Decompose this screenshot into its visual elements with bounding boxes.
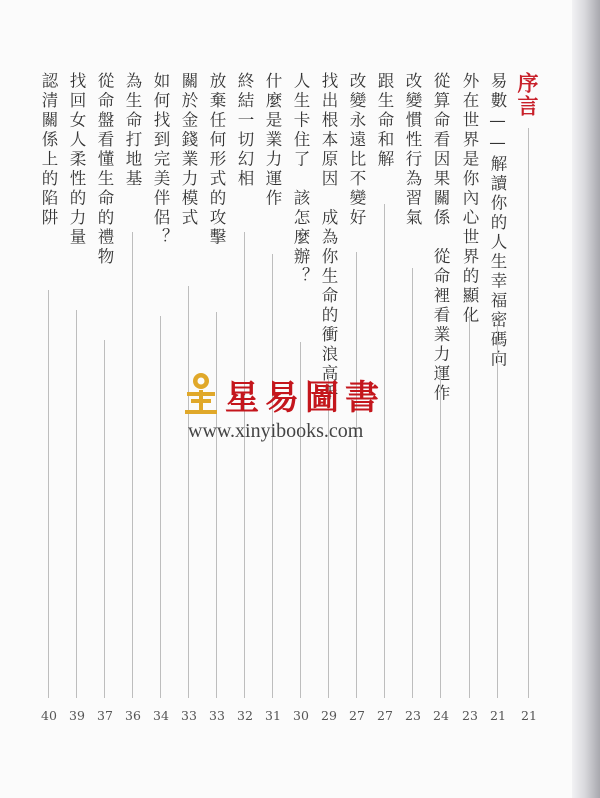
toc-entry bbox=[457, 72, 483, 326]
toc-page-number: 31 bbox=[265, 708, 281, 723]
toc-page-number: 27 bbox=[349, 708, 365, 723]
page-binding-shadow bbox=[572, 0, 600, 798]
toc-page-number: 30 bbox=[293, 708, 309, 723]
toc-page-number: 29 bbox=[321, 708, 337, 723]
toc-page-number: 27 bbox=[377, 708, 393, 723]
toc-entry bbox=[232, 72, 258, 189]
toc-entry-title: 關於金錢業力模式 bbox=[179, 72, 198, 228]
toc-entry-title: 從命盤看懂生命的禮物 bbox=[95, 72, 114, 267]
toc-entry-title: 改變永遠比不變好 bbox=[347, 72, 366, 228]
leader-line bbox=[132, 232, 133, 698]
toc-entry-title: 改變慣性行為習氣 bbox=[403, 72, 422, 228]
toc-page-number: 36 bbox=[125, 708, 141, 723]
leader-line bbox=[76, 310, 77, 698]
toc-entry-title: 跟生命和解 bbox=[375, 72, 394, 170]
leader-line bbox=[188, 286, 189, 698]
toc-entry-title: 找出根本原因 成為你生命的衝浪高手 bbox=[319, 72, 338, 404]
toc-entry-title: 如何找到完美伴侶？ bbox=[151, 72, 170, 248]
watermark-brand: 星易圖書 bbox=[225, 378, 385, 418]
xinyi-logo-icon bbox=[183, 372, 219, 416]
toc-page-number: 37 bbox=[97, 708, 113, 723]
toc-entry bbox=[92, 72, 118, 267]
toc-entry bbox=[176, 72, 202, 228]
toc-entry-title: 什麼是業力運作 bbox=[263, 72, 282, 209]
toc-entry bbox=[120, 72, 146, 189]
leader-line bbox=[216, 312, 217, 698]
toc-page-number: 24 bbox=[433, 708, 449, 723]
toc-page-number: 33 bbox=[209, 708, 225, 723]
toc-page-number: 23 bbox=[462, 708, 478, 723]
toc-page-number: 23 bbox=[405, 708, 421, 723]
leader-line bbox=[412, 268, 413, 698]
toc-entry bbox=[260, 72, 286, 209]
toc-entry-title: 找回女人柔性的力量 bbox=[67, 72, 86, 248]
toc-page-number: 33 bbox=[181, 708, 197, 723]
toc-entry-title: 外在世界是你內心世界的顯化 bbox=[460, 72, 479, 326]
leader-line bbox=[104, 340, 105, 698]
toc-page-number: 39 bbox=[69, 708, 85, 723]
leader-line bbox=[528, 128, 529, 698]
leader-line bbox=[469, 312, 470, 698]
leader-line bbox=[244, 232, 245, 698]
toc-entry-title: 為生命打地基 bbox=[123, 72, 142, 189]
toc-entry-title: 人生卡住了 該怎麼辦？ bbox=[291, 72, 310, 287]
watermark-url: www.xinyibooks.com bbox=[188, 420, 364, 442]
toc-entry-title: 認清關係上的陷阱 bbox=[39, 72, 58, 228]
toc-page-number: 40 bbox=[41, 708, 57, 723]
toc-page-number: 21 bbox=[521, 708, 537, 723]
leader-line bbox=[48, 290, 49, 698]
leader-line bbox=[440, 372, 441, 698]
toc-page-number: 34 bbox=[153, 708, 169, 723]
leader-line bbox=[497, 324, 498, 698]
toc-entry-title: 從算命看因果關係 從命裡看業力運作 bbox=[431, 72, 450, 404]
toc-entry bbox=[288, 72, 314, 287]
leader-line bbox=[356, 252, 357, 698]
leader-line bbox=[272, 254, 273, 698]
toc-entry-title: 序言 bbox=[515, 72, 540, 118]
leader-line bbox=[384, 204, 385, 698]
toc-entry bbox=[36, 72, 62, 228]
toc-entry bbox=[400, 72, 426, 228]
toc-entry bbox=[344, 72, 370, 228]
toc-entry bbox=[372, 72, 398, 170]
toc-entry-title: 易數——解讀你的人生幸福密碼向 bbox=[488, 72, 507, 370]
toc-entry-preface bbox=[515, 72, 541, 118]
toc-entry bbox=[316, 72, 342, 404]
toc-entry bbox=[148, 72, 174, 248]
toc-entry bbox=[64, 72, 90, 248]
toc-entry bbox=[204, 72, 230, 248]
toc-entry-title: 終結一切幻相 bbox=[235, 72, 254, 189]
leader-line bbox=[160, 316, 161, 698]
toc-page-number: 21 bbox=[490, 708, 506, 723]
toc-page-number: 32 bbox=[237, 708, 253, 723]
toc-entry bbox=[428, 72, 454, 404]
toc-entry-title: 放棄任何形式的攻擊 bbox=[207, 72, 226, 248]
toc-entry bbox=[485, 72, 511, 370]
